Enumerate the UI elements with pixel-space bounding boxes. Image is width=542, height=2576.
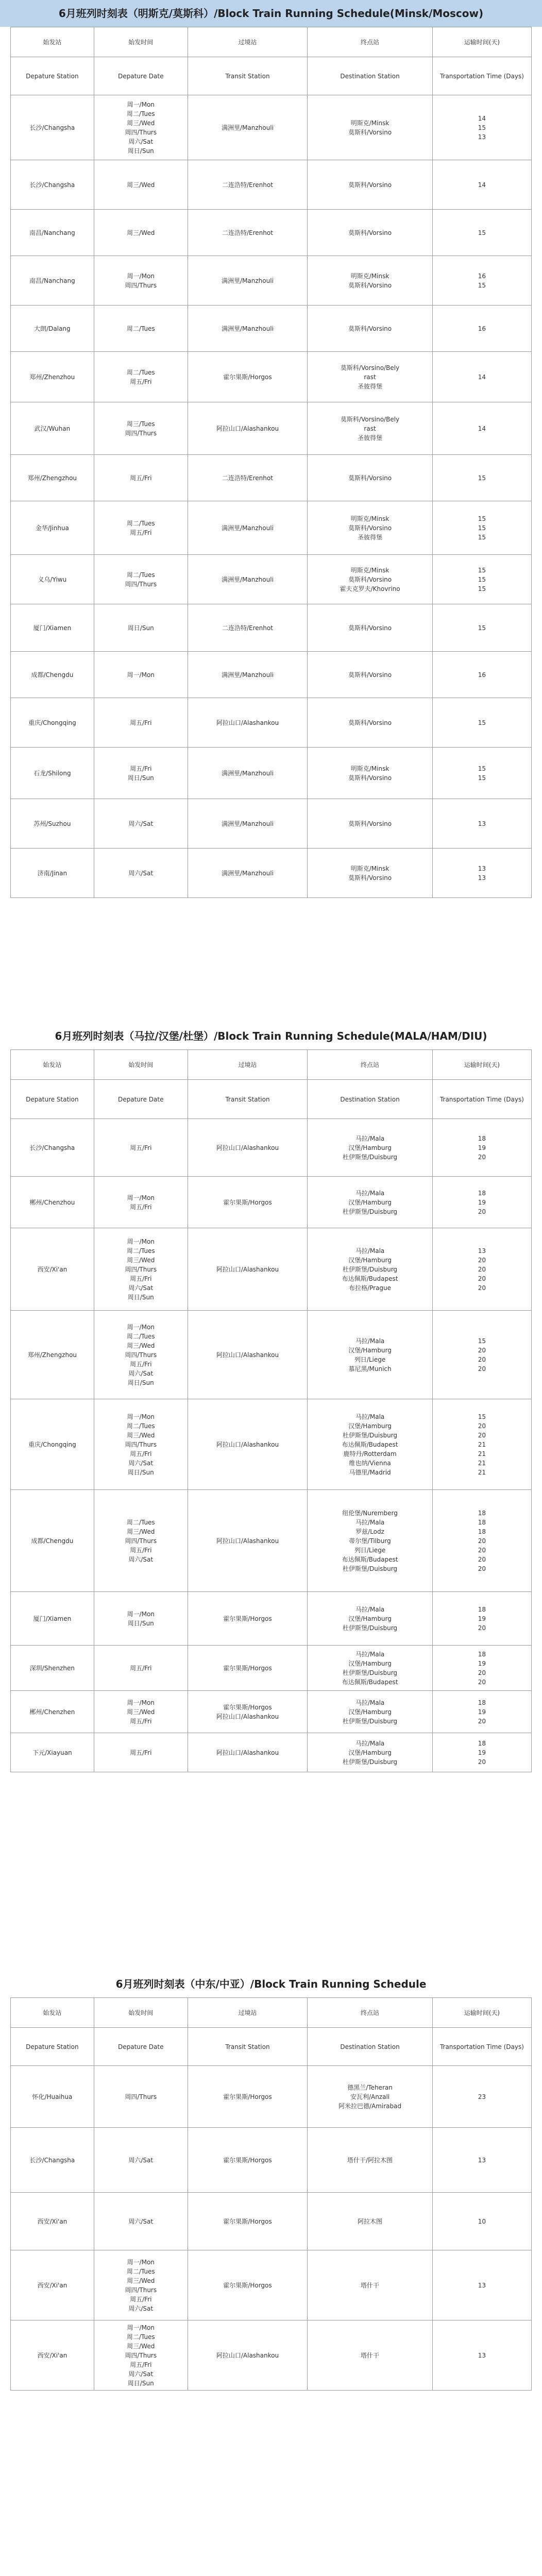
transit-station-cell: 满洲里/Manzhouli [188, 95, 308, 160]
transport-days-cell: 13 [432, 799, 531, 849]
departure-station-cell: 始发站 [11, 1998, 94, 2028]
transit-station-cell: 阿拉山口/Alashankou [188, 2320, 308, 2391]
destination-station-cell: 莫斯科/Vorsino [308, 306, 433, 352]
departure-date-cell: 周一/Mon 周二/Tues 周三/Wed 周四/Thurs 周五/Fri 周六/Sat 周日/Sun [94, 1311, 188, 1399]
departure-station-cell: 郑州/Zhengzhou [11, 455, 94, 501]
departure-station-cell: 济南/Jinan [11, 849, 94, 898]
transport-days-cell: Transportation Time (Days) [432, 1080, 531, 1119]
destination-station-cell: 马拉/Mala 汉堡/Hamburg 列日/Liege 慕尼黑/Munich [308, 1311, 433, 1399]
departure-station-cell: 厦门/Xiamen [11, 604, 94, 652]
destination-station-cell: 马拉/Mala 汉堡/Hamburg 杜伊斯堡/Duisburg [308, 1592, 433, 1646]
transport-days-cell: 14 [432, 160, 531, 210]
destination-station-cell: 终点站 [308, 1050, 433, 1080]
departure-date-cell: 周五/Fri [94, 1733, 188, 1772]
destination-station-cell: Destination Station [308, 2028, 433, 2066]
departure-date-cell: 周一/Mon 周五/Fri [94, 1177, 188, 1228]
departure-station-cell: 西安/Xi'an [11, 2320, 94, 2391]
table-row [11, 698, 532, 748]
table-row [11, 352, 532, 402]
departure-station-cell: 厦门/Xiamen [11, 1592, 94, 1646]
transport-days-cell: 14 15 13 [432, 95, 531, 160]
transport-days-cell: 18 19 20 [432, 1119, 531, 1177]
transit-station-cell: 阿拉山口/Alashankou [188, 1399, 308, 1490]
transport-days-cell: 15 [432, 698, 531, 748]
departure-station-cell: 义乌/Yiwu [11, 555, 94, 604]
destination-station-cell: 明斯克/Minsk 莫斯科/Vorsino [308, 748, 433, 799]
destination-station-cell: 明斯克/Minsk 莫斯科/Vorsino 霍夫克罗夫/Khovrino [308, 555, 433, 604]
transport-days-cell: 15 20 20 20 [432, 1311, 531, 1399]
departure-date-cell: 周一/Mon 周日/Sun [94, 1592, 188, 1646]
departure-date-cell: 周六/Sat [94, 2128, 188, 2193]
transport-days-cell: 15 20 20 21 21 21 21 [432, 1399, 531, 1490]
departure-station-cell: 南昌/Nanchang [11, 210, 94, 256]
transit-station-cell: 满洲里/Manzhouli [188, 555, 308, 604]
transit-station-cell: 霍尔果斯/Horgos [188, 2250, 308, 2320]
departure-date-cell: 周一/Mon 周二/Tues 周三/Wed 周四/Thurs 周五/Fri 周六/Sat [94, 2250, 188, 2320]
table-row [11, 402, 532, 455]
destination-station-cell: Destination Station [308, 1080, 433, 1119]
destination-station-cell: 德黑兰/Teheran 安瓦利/Anzali 阿米拉巴德/Amirabad [308, 2066, 433, 2128]
table-row [11, 210, 532, 256]
transit-station-cell: 霍尔果斯/Horgos [188, 1177, 308, 1228]
departure-date-cell: 周二/Tues 周四/Thurs [94, 555, 188, 604]
departure-date-cell: 周三/Wed [94, 210, 188, 256]
transport-days-cell: 23 [432, 2066, 531, 2128]
table-row [11, 2193, 532, 2250]
departure-date-cell: 周一/Mon 周四/Thurs [94, 256, 188, 306]
departure-date-cell: 周二/Tues 周三/Wed 周四/Thurs 周五/Fri 周六/Sat [94, 1490, 188, 1592]
transit-station-cell: Transit Station [188, 57, 308, 95]
table-row [11, 256, 532, 306]
table-row [11, 1399, 532, 1490]
departure-station-cell: 长沙/Changsha [11, 1119, 94, 1177]
departure-date-cell: 周一/Mon 周二/Tues 周三/Wed 周四/Thurs 周五/Fri 周六/Sat 周日/Sun [94, 1228, 188, 1311]
transit-station-cell: 阿拉山口/Alashankou [188, 1733, 308, 1772]
transport-days-cell: 15 [432, 604, 531, 652]
table-row [11, 1311, 532, 1399]
transport-days-cell: 15 [432, 210, 531, 256]
header-row-cn [11, 1050, 532, 1080]
departure-date-cell: Depature Date [94, 1080, 188, 1119]
table-row [11, 2250, 532, 2320]
transport-days-cell: 18 19 20 [432, 1733, 531, 1772]
destination-station-cell: 明斯克/Minsk 莫斯科/Vorsino 圣彼得堡 [308, 501, 433, 555]
transport-days-cell: 18 18 18 20 20 20 20 [432, 1490, 531, 1592]
transport-days-cell: 18 19 20 20 [432, 1646, 531, 1691]
destination-station-cell: 莫斯科/Vorsino [308, 604, 433, 652]
transport-days-cell: 运输时间(天) [432, 27, 531, 57]
transport-days-cell: 18 19 20 [432, 1177, 531, 1228]
departure-date-cell: Depature Date [94, 57, 188, 95]
transport-days-cell: 13 20 20 20 20 [432, 1228, 531, 1311]
destination-station-cell: 莫斯科/Vorsino/Bely rast 圣彼得堡 [308, 352, 433, 402]
departure-station-cell: 深圳/Shenzhen [11, 1646, 94, 1691]
transit-station-cell: 阿拉山口/Alashankou [188, 1490, 308, 1592]
table-row [11, 95, 532, 160]
departure-station-cell: 长沙/Changsha [11, 95, 94, 160]
departure-station-cell: 西安/Xi'an [11, 2193, 94, 2250]
destination-station-cell: 终点站 [308, 27, 433, 57]
transit-station-cell: 满洲里/Manzhouli [188, 256, 308, 306]
departure-station-cell: 金华/Jinhua [11, 501, 94, 555]
transport-days-cell: 16 [432, 652, 531, 698]
table-row [11, 1490, 532, 1592]
transit-station-cell: 霍尔果斯/Horgos [188, 352, 308, 402]
destination-station-cell: 马拉/Mala 汉堡/Hamburg 杜伊斯堡/Duisburg 布达佩斯/Budapest [308, 1646, 433, 1691]
transit-station-cell: 二连浩特/Erenhot [188, 210, 308, 256]
departure-date-cell: 周一/Mon 周二/Tues 周三/Wed 周四/Thurs 周六/Sat 周日/Sun [94, 95, 188, 160]
destination-station-cell: 明斯克/Minsk 莫斯科/Vorsino [308, 256, 433, 306]
departure-date-cell: 周六/Sat [94, 849, 188, 898]
transport-days-cell: 13 [432, 2128, 531, 2193]
departure-date-cell: 始发时间 [94, 27, 188, 57]
header-row-en [11, 57, 532, 95]
destination-station-cell: 马拉/Mala 汉堡/Hamburg 杜伊斯堡/Duisburg 布达佩斯/Budapest 鹿特丹/Rotterdam 维也纳/Vienna 马德里/Madrid [308, 1399, 433, 1490]
departure-date-cell: 始发时间 [94, 1998, 188, 2028]
departure-date-cell: 周一/Mon 周二/Tues 周三/Wed 周四/Thurs 周五/Fri 周六/Sat 周日/Sun [94, 2320, 188, 2391]
transport-days-cell: 15 [432, 455, 531, 501]
destination-station-cell: 莫斯科/Vorsino [308, 799, 433, 849]
departure-station-cell: 重庆/Chongqing [11, 1399, 94, 1490]
transit-station-cell: 霍尔果斯/Horgos [188, 2193, 308, 2250]
destination-station-cell: 莫斯科/Vorsino [308, 160, 433, 210]
table-row [11, 1228, 532, 1311]
transit-station-cell: 满洲里/Manzhouli [188, 501, 308, 555]
transit-station-cell: 满洲里/Manzhouli [188, 799, 308, 849]
transit-station-cell: 霍尔果斯/Horgos [188, 1592, 308, 1646]
departure-station-cell: 始发站 [11, 27, 94, 57]
transit-station-cell: 过境站 [188, 1998, 308, 2028]
destination-station-cell: 莫斯科/Vorsino [308, 210, 433, 256]
transit-station-cell: 过境站 [188, 1050, 308, 1080]
transport-days-cell: 15 15 [432, 748, 531, 799]
destination-station-cell: 纽伦堡/Nuremberg 马拉/Mala 罗兹/Lodz 蒂尔堡/Tilburg 列日/Liege 布达佩斯/Budapest 杜伊斯堡/Duisburg [308, 1490, 433, 1592]
departure-station-cell: 大朗/Dalang [11, 306, 94, 352]
departure-date-cell: 周五/Fri [94, 1646, 188, 1691]
departure-station-cell: Depature Station [11, 57, 94, 95]
transit-station-cell: 霍尔果斯/Horgos [188, 2066, 308, 2128]
transport-days-cell: 18 19 20 [432, 1691, 531, 1733]
transport-days-cell: 18 19 20 [432, 1592, 531, 1646]
departure-station-cell: 下元/Xiayuan [11, 1733, 94, 1772]
destination-station-cell: 塔什干/阿拉木图 [308, 2128, 433, 2193]
transit-station-cell: 阿拉山口/Alashankou [188, 1119, 308, 1177]
table-row [11, 1733, 532, 1772]
transit-station-cell: 二连浩特/Erenhot [188, 455, 308, 501]
departure-station-cell: 郑州/Zhengzhou [11, 1311, 94, 1399]
departure-station-cell: 成都/Chengdu [11, 1490, 94, 1592]
transit-station-cell: 满洲里/Manzhouli [188, 652, 308, 698]
header-row-en [11, 1080, 532, 1119]
destination-station-cell: Destination Station [308, 57, 433, 95]
transport-days-cell: 16 15 [432, 256, 531, 306]
departure-date-cell: 周三/Wed [94, 160, 188, 210]
header-row-en [11, 2028, 532, 2066]
destination-station-cell: 莫斯科/Vorsino [308, 652, 433, 698]
destination-station-cell: 马拉/Mala 汉堡/Hamburg 杜伊斯堡/Duisburg [308, 1691, 433, 1733]
departure-date-cell: 周一/Mon 周三/Wed 周五/Fri [94, 1691, 188, 1733]
table-row [11, 799, 532, 849]
departure-station-cell: 武汉/Wuhan [11, 402, 94, 455]
transport-days-cell: 13 13 [432, 849, 531, 898]
transit-station-cell: 霍尔果斯/Horgos [188, 2128, 308, 2193]
departure-date-cell: 周三/Tues 周四/Thurs [94, 402, 188, 455]
transit-station-cell: 阿拉山口/Alashankou [188, 1228, 308, 1311]
destination-station-cell: 阿拉木图 [308, 2193, 433, 2250]
departure-date-cell: 周六/Sat [94, 799, 188, 849]
transport-days-cell: Transportation Time (Days) [432, 57, 531, 95]
table-row [11, 849, 532, 898]
transit-station-cell: 满洲里/Manzhouli [188, 748, 308, 799]
transport-days-cell: Transportation Time (Days) [432, 2028, 531, 2066]
table-row [11, 1177, 532, 1228]
header-row-cn [11, 1998, 532, 2028]
transit-station-cell: 二连浩特/Erenhot [188, 604, 308, 652]
destination-station-cell: 马拉/Mala 汉堡/Hamburg 杜伊斯堡/Duisburg [308, 1119, 433, 1177]
table-row [11, 604, 532, 652]
destination-station-cell: 塔什干 [308, 2250, 433, 2320]
transport-days-cell: 13 [432, 2320, 531, 2391]
transit-station-cell: 满洲里/Manzhouli [188, 306, 308, 352]
table-row [11, 2320, 532, 2391]
departure-station-cell: 长沙/Changsha [11, 2128, 94, 2193]
destination-station-cell: 莫斯科/Vorsino [308, 455, 433, 501]
departure-date-cell: 周二/Tues [94, 306, 188, 352]
departure-station-cell: 始发站 [11, 1050, 94, 1080]
departure-station-cell: Depature Station [11, 2028, 94, 2066]
departure-station-cell: 郴州/Chenzhou [11, 1177, 94, 1228]
transit-station-cell: 满洲里/Manzhouli [188, 849, 308, 898]
departure-date-cell: 始发时间 [94, 1050, 188, 1080]
departure-station-cell: Depature Station [11, 1080, 94, 1119]
departure-date-cell: 周一/Mon 周二/Tues 周三/Wed 周四/Thurs 周五/Fri 周六/Sat 周日/Sun [94, 1399, 188, 1490]
table-row [11, 2066, 532, 2128]
section-title: 6月班列时刻表（马拉/汉堡/杜堡）/Block Train Running Schedule(MALA/HAM/DIU) [0, 1023, 542, 1049]
destination-station-cell: 马拉/Mala 汉堡/Hamburg 杜伊斯堡/Duisburg 布达佩斯/Budapest 布拉格/Prague [308, 1228, 433, 1311]
departure-station-cell: 石龙/Shilong [11, 748, 94, 799]
departure-station-cell: 郴州/Chenzhen [11, 1691, 94, 1733]
destination-station-cell: 马拉/Mala 汉堡/Hamburg 杜伊斯堡/Duisburg [308, 1733, 433, 1772]
table-row [11, 1646, 532, 1691]
destination-station-cell: 莫斯科/Vorsino [308, 698, 433, 748]
table-row [11, 1119, 532, 1177]
section-title: 6月班列时刻表（中东/中亚）/Block Train Running Schedule [0, 1971, 542, 1997]
transport-days-cell: 15 15 15 [432, 501, 531, 555]
destination-station-cell: 终点站 [308, 1998, 433, 2028]
departure-date-cell: 周四/Thurs [94, 2066, 188, 2128]
table-row [11, 1592, 532, 1646]
departure-station-cell: 重庆/Chongqing [11, 698, 94, 748]
table-row [11, 748, 532, 799]
departure-date-cell: 周二/Tues 周五/Fri [94, 352, 188, 402]
table-row [11, 1691, 532, 1733]
departure-station-cell: 成都/Chengdu [11, 652, 94, 698]
transport-days-cell: 14 [432, 402, 531, 455]
destination-station-cell: 明斯克/Minsk 莫斯科/Vorsino [308, 95, 433, 160]
transport-days-cell: 14 [432, 352, 531, 402]
transit-station-cell: 阿拉山口/Alashankou [188, 698, 308, 748]
transit-station-cell: 阿拉山口/Alashankou [188, 402, 308, 455]
transit-station-cell: 二连浩特/Erenhot [188, 160, 308, 210]
departure-date-cell: 周五/Fri [94, 698, 188, 748]
departure-station-cell: 西安/Xi'an [11, 2250, 94, 2320]
schedule-table [10, 1997, 532, 2391]
transit-station-cell: Transit Station [188, 2028, 308, 2066]
section-title: 6月班列时刻表（明斯克/莫斯科）/Block Train Running Schedule(Minsk/Moscow) [0, 0, 542, 27]
departure-date-cell: 周六/Sat [94, 2193, 188, 2250]
departure-station-cell: 怀化/Huaihua [11, 2066, 94, 2128]
transit-station-cell: 过境站 [188, 27, 308, 57]
departure-station-cell: 南昌/Nanchang [11, 256, 94, 306]
transport-days-cell: 13 [432, 2250, 531, 2320]
table-row [11, 160, 532, 210]
destination-station-cell: 莫斯科/Vorsino/Bely rast 圣彼得堡 [308, 402, 433, 455]
header-row-cn [11, 27, 532, 57]
transport-days-cell: 15 15 15 [432, 555, 531, 604]
destination-station-cell: 塔什干 [308, 2320, 433, 2391]
departure-date-cell: 周日/Sun [94, 604, 188, 652]
departure-station-cell: 长沙/Changsha [11, 160, 94, 210]
schedule-table [10, 1049, 532, 1772]
departure-station-cell: 苏州/Suzhou [11, 799, 94, 849]
departure-date-cell: 周五/Fri [94, 455, 188, 501]
table-row [11, 455, 532, 501]
departure-date-cell: 周五/Fri [94, 1119, 188, 1177]
schedule-table [10, 27, 532, 898]
transport-days-cell: 10 [432, 2193, 531, 2250]
transport-days-cell: 运输时间(天) [432, 1998, 531, 2028]
transport-days-cell: 16 [432, 306, 531, 352]
departure-date-cell: 周五/Fri 周日/Sun [94, 748, 188, 799]
table-row [11, 555, 532, 604]
departure-date-cell: 周一/Mon [94, 652, 188, 698]
transport-days-cell: 运输时间(天) [432, 1050, 531, 1080]
transit-station-cell: 阿拉山口/Alashankou [188, 1311, 308, 1399]
destination-station-cell: 明斯克/Minsk 莫斯科/Vorsino [308, 849, 433, 898]
transit-station-cell: 霍尔果斯/Horgos 阿拉山口/Alashankou [188, 1691, 308, 1733]
destination-station-cell: 马拉/Mala 汉堡/Hamburg 杜伊斯堡/Duisburg [308, 1177, 433, 1228]
table-row [11, 306, 532, 352]
table-row [11, 2128, 532, 2193]
departure-date-cell: Depature Date [94, 2028, 188, 2066]
transit-station-cell: 霍尔果斯/Horgos [188, 1646, 308, 1691]
table-row [11, 501, 532, 555]
transit-station-cell: Transit Station [188, 1080, 308, 1119]
table-row [11, 652, 532, 698]
departure-station-cell: 郑州/Zhenzhou [11, 352, 94, 402]
departure-station-cell: 西安/Xi'an [11, 1228, 94, 1311]
departure-date-cell: 周二/Tues 周五/Fri [94, 501, 188, 555]
